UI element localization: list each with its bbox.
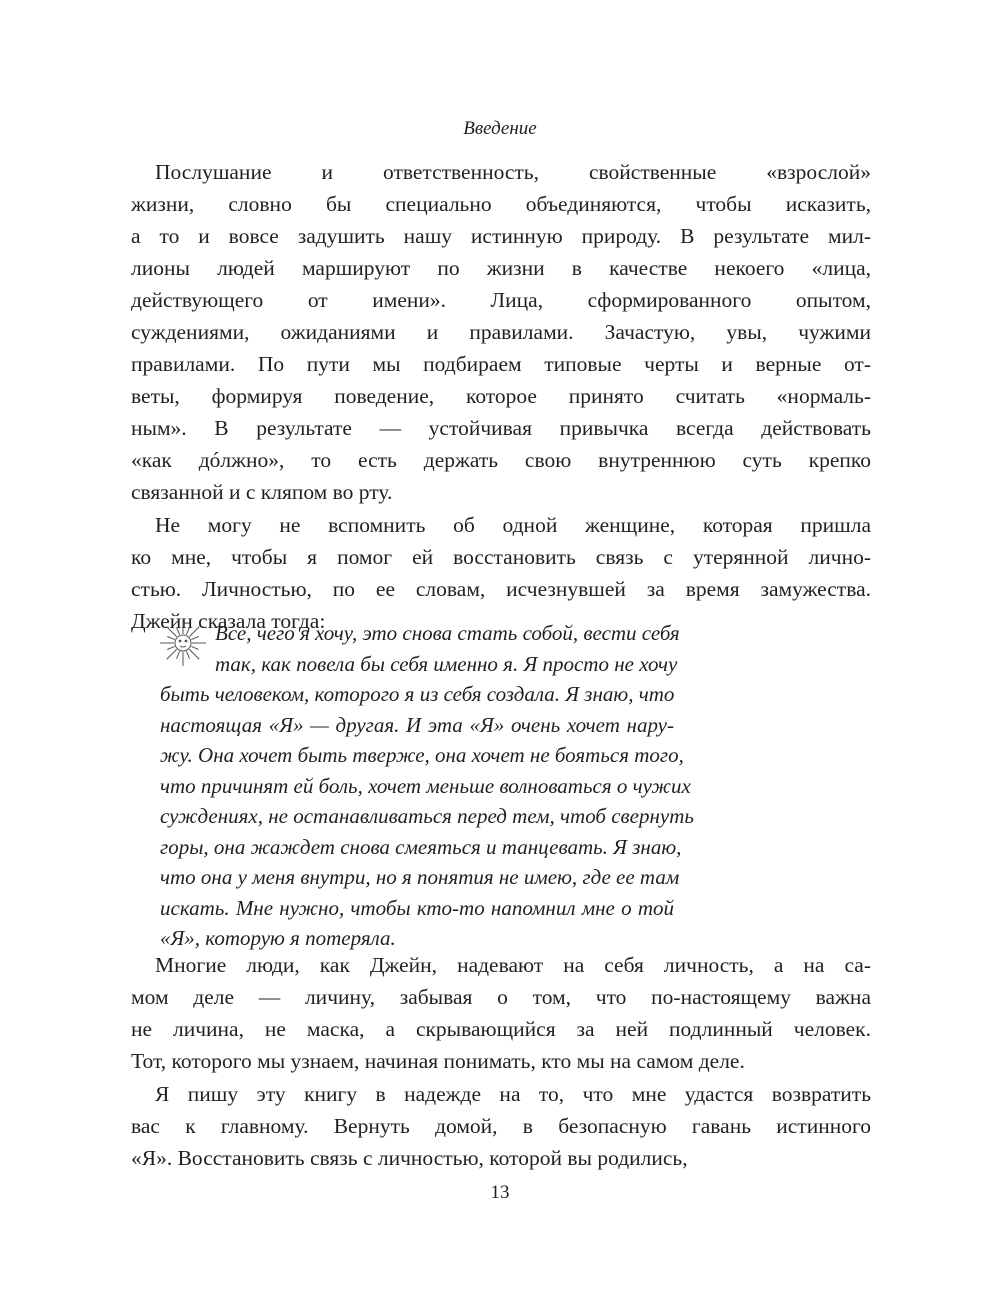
paragraph-4 [131,1078,871,1174]
text-line: Все, чего я хочу, это снова стать собой, вести себя [215,621,680,645]
text-line: жизни, словно бы специально объединяются, чтобы исказить, [131,192,871,216]
text-line: действующего от имени». Лица, сформированного опытом, [131,288,871,312]
text-line: Не могу не вспомнить об одной женщине, которая пришла [155,513,871,537]
paragraph-3 [131,949,871,1077]
text-line: не личина, не маска, а скрывающийся за ней подлинный человек. [131,1017,871,1041]
text-line: Джейн сказала тогда: [131,609,326,633]
text-line: что она у меня внутри, но я понятия не имею, где ее там [160,865,680,889]
text-line: ко мне, чтобы я помог ей восстановить связь с утерянной лично- [131,545,871,569]
text-line: горы, она жаждет снова смеяться и танцевать. Я знаю, [160,834,682,859]
text-line: вас к главному. Вернуть домой, в безопасную гавань истинного [131,1114,871,1138]
text-line: «как дóлжно», то есть держать свою внутреннюю суть крепко [131,448,871,472]
text-line: мом деле — личину, забывая о том, что по-настоящему важна [131,985,871,1009]
text-line: а то и вовсе задушить нашу истинную природу. В результате мил- [131,224,871,248]
text-line: Я пишу эту книгу в надежде на то, что мне удастся возвратить [155,1082,871,1106]
text-line: Тот, которого мы узнаем, начиная понимать, кто мы на самом деле. [131,1049,745,1073]
text-line: суждениях, не останавливаться перед тем, чтоб свернуть [160,804,694,828]
text-line: «Я». Восстановить связь с личностью, которой вы родились, [131,1146,688,1170]
running-header: Введение [463,118,537,139]
text-line: быть человеком, которого я из себя создала. Я знаю, что [160,682,675,706]
text-line: Послушание и ответственность, свойственные «взрослой» [155,160,871,184]
blockquote [160,618,694,954]
text-line: связанной и с кляпом во рту. [131,480,393,504]
text-line: жу. Она хочет быть тверже, она хочет не бояться того, [160,743,684,767]
text-line: «Я», которую я потеряла. [160,926,396,950]
text-line: веты, формируя поведение, которое принято считать «нормаль- [131,384,871,408]
text-line: настоящая «Я» — другая. И эта «Я» очень хочет нару- [160,712,674,737]
text-line: Многие люди, как Джейн, надевают на себя личность, а на са- [155,953,871,977]
text-line: ным». В результате — устойчивая привычка всегда действовать [131,416,871,440]
text-line: так, как повела бы себя именно я. Я просто не хочу [215,651,678,676]
text-line: что причинят ей боль, хочет меньше волноваться о чужих [160,773,691,798]
text-line: искать. Мне нужно, чтобы кто-то напомнил мне о той [160,895,674,920]
page-number: 13 [490,1182,510,1203]
text-line: правилами. По пути мы подбираем типовые черты и верные от- [131,352,871,376]
text-line: суждениями, ожиданиями и правилами. Зачастую, увы, чужими [131,320,871,344]
text-line: стью. Личностью, по ее словам, исчезнувшей за время замужества. [131,577,871,601]
paragraph-1 [131,156,871,508]
text-line: лионы людей маршируют по жизни в качестве некоего «лица, [131,256,871,280]
